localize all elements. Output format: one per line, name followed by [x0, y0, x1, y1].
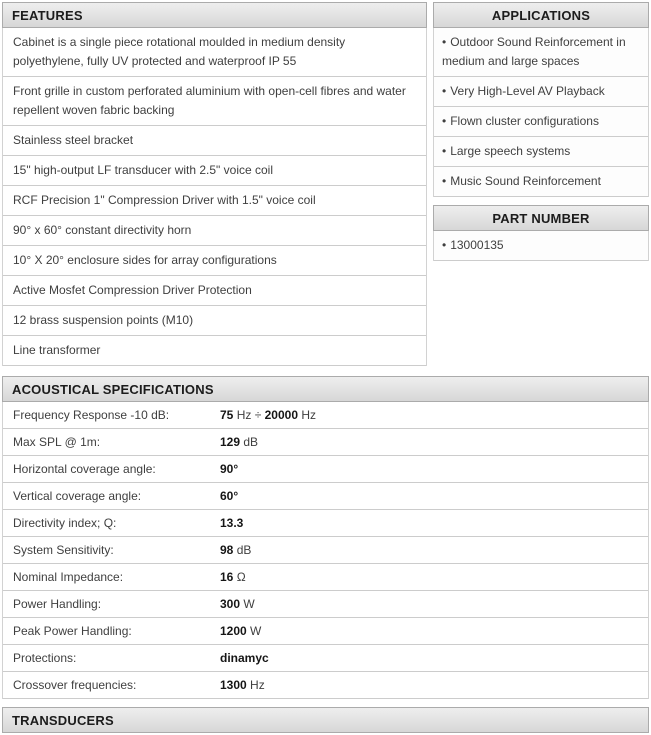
part-number-section [433, 205, 649, 261]
spec-value: dinamyc [220, 651, 269, 665]
spec-label: Vertical coverage angle: [13, 489, 142, 503]
spacer [2, 366, 649, 376]
feature-item-text: Active Mosfet Compression Driver Protection [13, 283, 252, 297]
bullet-icon: • [442, 174, 447, 188]
part-number-item [434, 231, 648, 261]
application-item-text: Outdoor Sound Reinforcement in medium and large spaces [442, 35, 626, 68]
bullet-icon: • [442, 114, 447, 128]
feature-item-text: Cabinet is a single piece rotational moulded in medium density polyethylene, fully UV protected and waterproof IP 55 [13, 35, 346, 68]
bullet-icon: • [442, 238, 447, 252]
application-item [434, 167, 648, 197]
spec-row [3, 645, 648, 672]
spec-value: 129 dB [220, 435, 259, 449]
spec-row [3, 429, 648, 456]
spec-row [3, 537, 648, 564]
feature-item-text: 12 brass suspension points (M10) [13, 313, 194, 327]
spec-value: 75 Hz ÷ 20000 Hz [220, 408, 316, 422]
acoustical-specifications-header: ACOUSTICAL SPECIFICATIONS [2, 376, 649, 402]
bullet-icon: • [442, 35, 447, 49]
feature-item [3, 276, 426, 306]
application-item [434, 137, 648, 167]
feature-item [3, 156, 426, 186]
application-item-text: Music Sound Reinforcement [450, 174, 601, 188]
spec-value: 90° [220, 462, 239, 476]
bullet-icon: • [442, 144, 447, 158]
features-section [2, 2, 427, 366]
spec-label: Frequency Response -10 dB: [13, 408, 170, 422]
features-header: FEATURES [2, 2, 427, 28]
spec-label: Power Handling: [13, 597, 102, 611]
part-number-body [433, 231, 649, 261]
right-column [433, 2, 649, 261]
spec-label: System Sensitivity: [13, 543, 114, 557]
transducers-header: TRANSDUCERS [2, 707, 649, 733]
feature-item-text: 15" high-output LF transducer with 2.5" voice coil [13, 163, 273, 177]
feature-item-text: 90° x 60° constant directivity horn [13, 223, 192, 237]
feature-item-text: 10° X 20° enclosure sides for array configurations [13, 253, 277, 267]
spacer [2, 699, 649, 707]
spec-row [3, 672, 648, 699]
spec-value: 1300 Hz [220, 678, 265, 692]
spec-row [3, 564, 648, 591]
spec-value: 98 dB [220, 543, 252, 557]
feature-item [3, 186, 426, 216]
feature-item [3, 306, 426, 336]
spec-value: 300 W [220, 597, 255, 611]
acoustical-specifications-section [2, 376, 649, 699]
spec-label: Protections: [13, 651, 77, 665]
feature-item [3, 246, 426, 276]
bullet-icon: • [442, 84, 447, 98]
application-item-text: Flown cluster configurations [450, 114, 599, 128]
application-item [434, 77, 648, 107]
spec-row [3, 510, 648, 537]
part-number-value: 13000135 [450, 238, 504, 252]
spec-label: Crossover frequencies: [13, 678, 137, 692]
feature-item [3, 77, 426, 126]
feature-item [3, 336, 426, 366]
features-list [2, 28, 427, 366]
spec-label: Directivity index; Q: [13, 516, 117, 530]
applications-list [433, 28, 649, 197]
feature-item [3, 28, 426, 77]
feature-item [3, 126, 426, 156]
spec-value: 13.3 [220, 516, 244, 530]
spec-label: Nominal Impedance: [13, 570, 124, 584]
transducers-section [2, 707, 649, 733]
feature-item-text: Line transformer [13, 343, 101, 357]
applications-section [433, 2, 649, 197]
application-item-text: Large speech systems [450, 144, 571, 158]
application-item [434, 107, 648, 137]
feature-item-text: Front grille in custom perforated aluminium with open-cell fibres and water repellent woven fabric backing [13, 84, 406, 117]
feature-item-text: Stainless steel bracket [13, 133, 134, 147]
application-item [434, 28, 648, 77]
feature-item-text: RCF Precision 1" Compression Driver with 1.5" voice coil [13, 193, 316, 207]
spec-value: 16 Ω [220, 570, 246, 584]
acoustical-specifications-table [2, 402, 649, 699]
spec-label: Peak Power Handling: [13, 624, 132, 638]
application-item-text: Very High-Level AV Playback [450, 84, 605, 98]
spec-row [3, 618, 648, 645]
spacer [433, 197, 649, 205]
spec-row [3, 456, 648, 483]
spec-value: 60° [220, 489, 239, 503]
spec-label: Horizontal coverage angle: [13, 462, 156, 476]
spec-label: Max SPL @ 1m: [13, 435, 101, 449]
spec-row [3, 591, 648, 618]
applications-header: APPLICATIONS [433, 2, 649, 28]
spec-value: 1200 W [220, 624, 262, 638]
spec-row [3, 483, 648, 510]
feature-item [3, 216, 426, 246]
spec-row [3, 402, 648, 429]
part-number-header: PART NUMBER [433, 205, 649, 231]
top-columns [2, 2, 649, 366]
